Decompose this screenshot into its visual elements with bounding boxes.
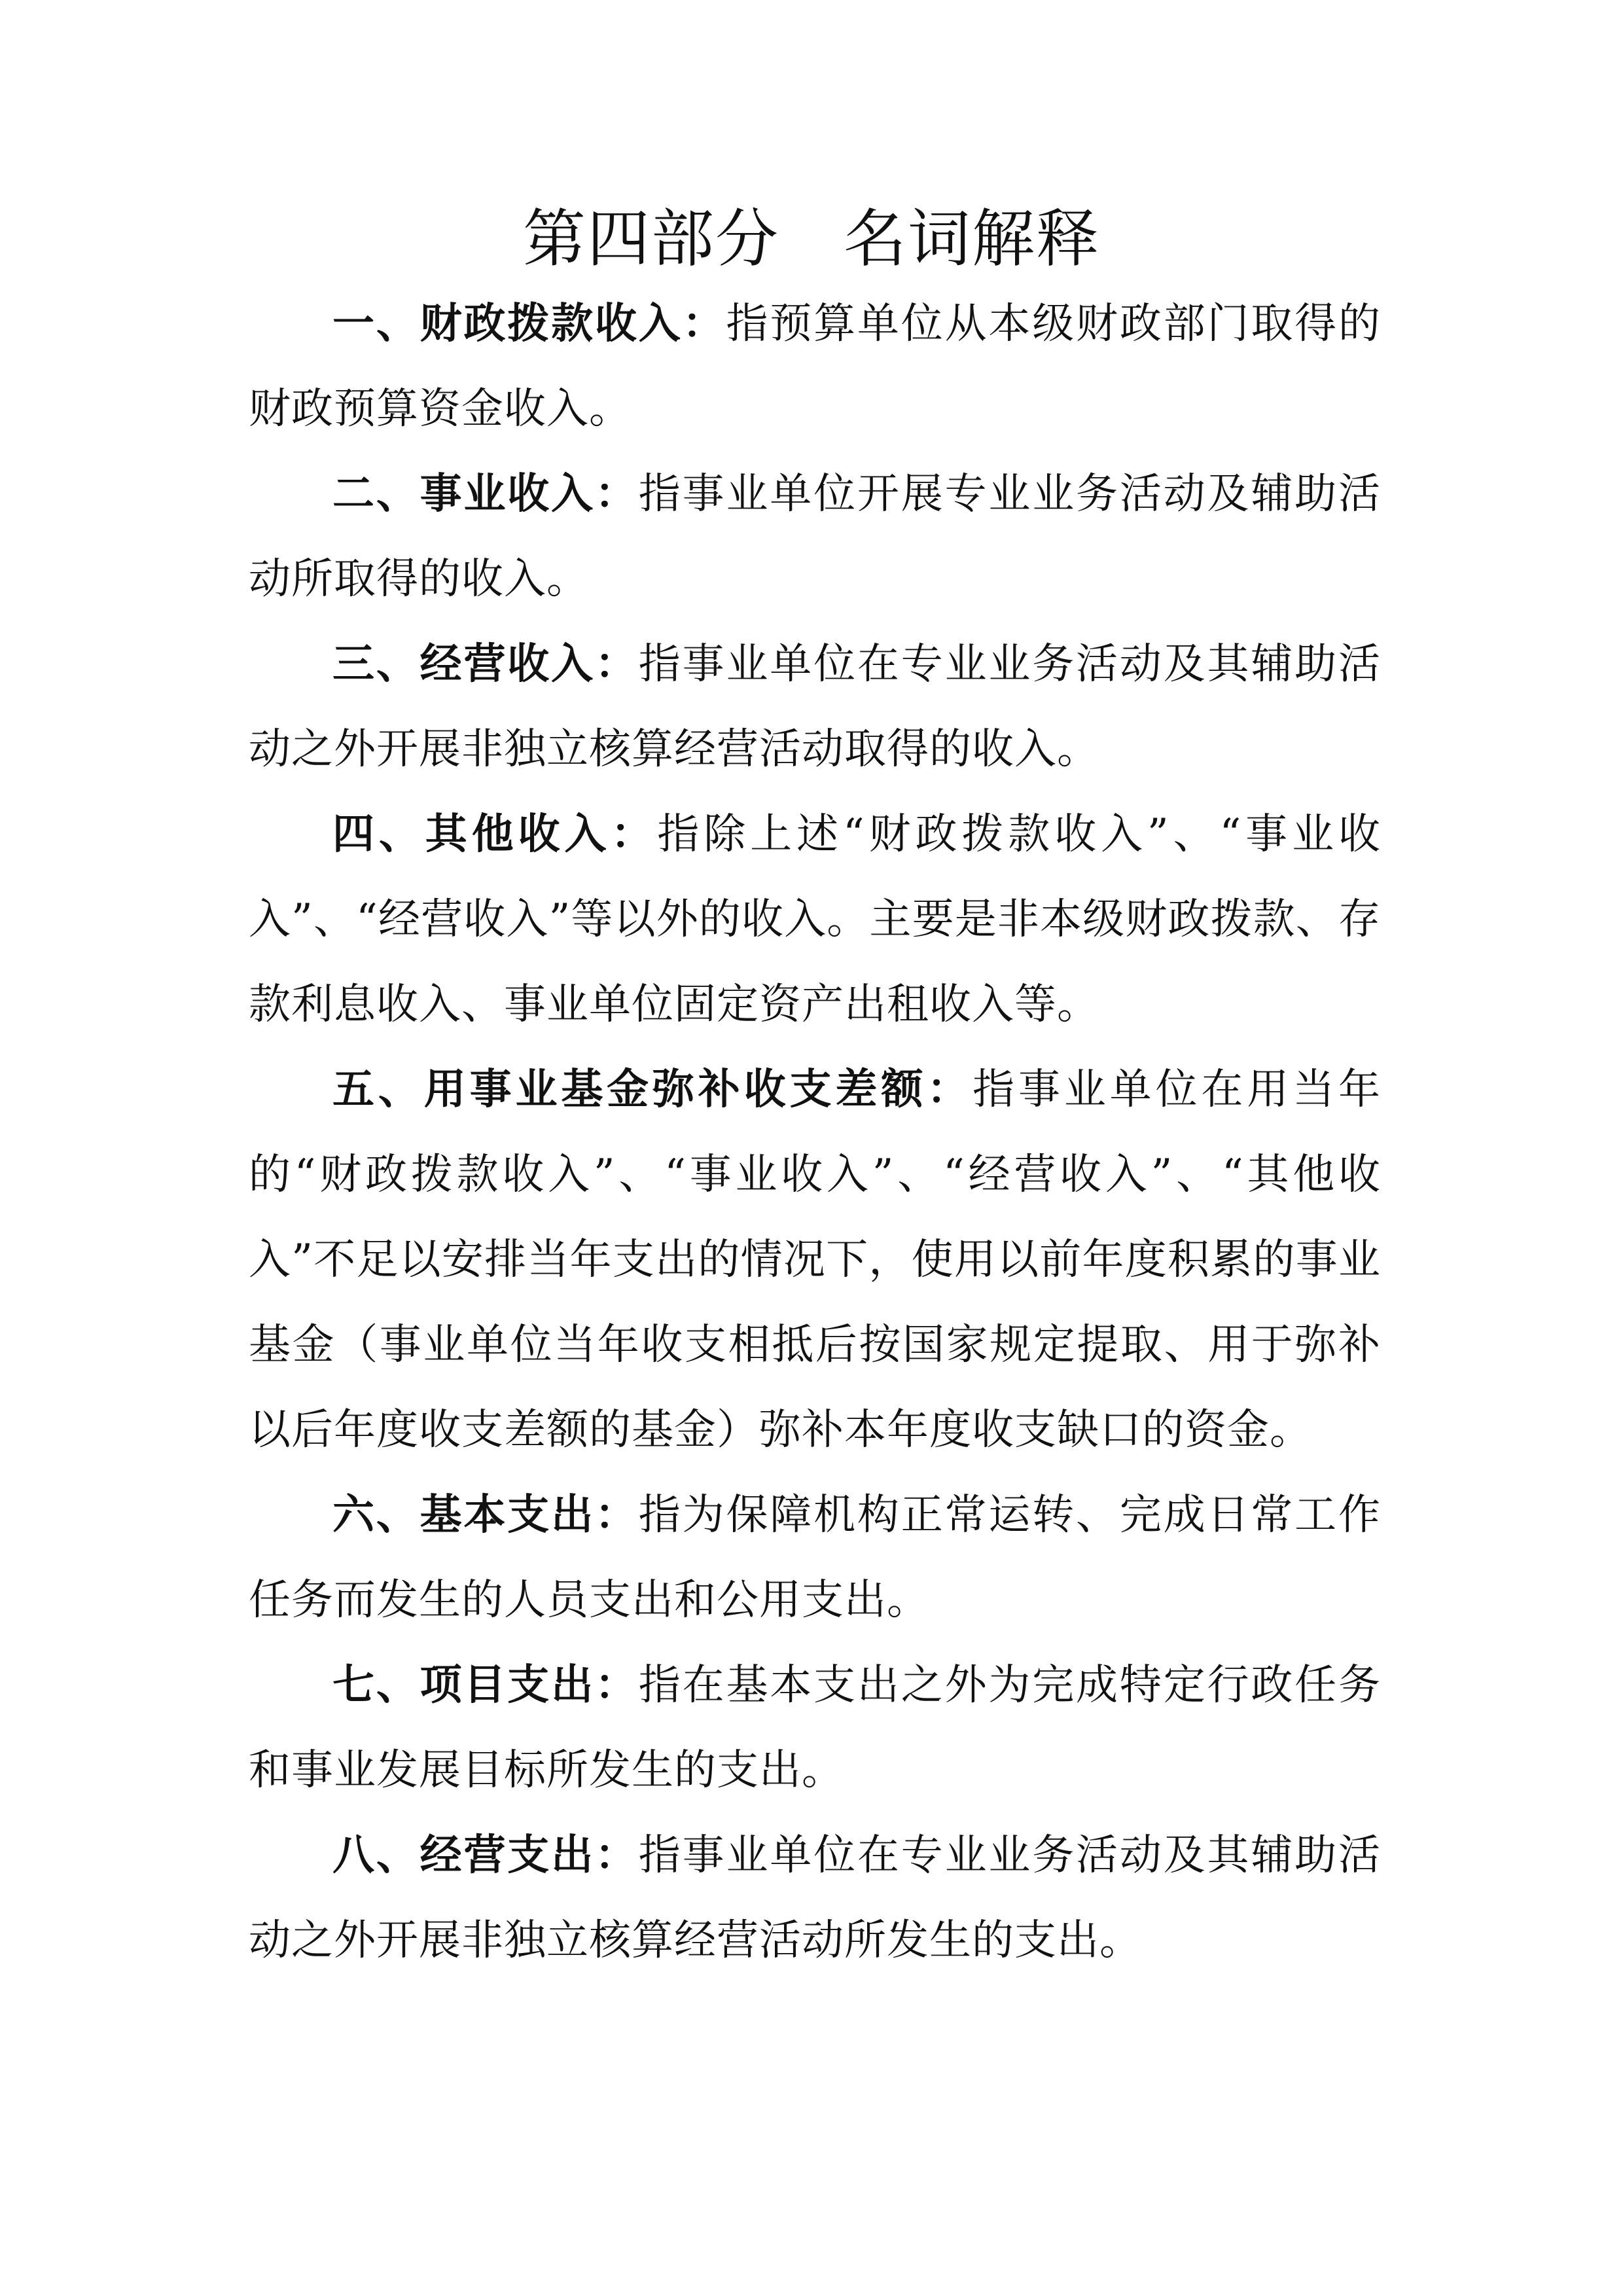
definition-text: 指事业单位在专业业务活动及其辅助活动之外开展非独立核算经营活动所发生的支出。: [249, 1831, 1382, 1965]
definition-text: 指除上述“财政拨款收入”、“事业收入”、“经营收入”等以外的收入。主要是非本级财政拨款、存款利息收入、事业单位固定资产出租收入等。: [249, 810, 1381, 1029]
definition-text: 指为保障机构正常运转、完成日常工作任务而发生的人员支出和公用支出。: [249, 1491, 1382, 1624]
definition-term: 四、其他收入：: [332, 810, 658, 859]
definition-text: 指预算单位从本级财政部门取得的财政预算资金收入。: [249, 300, 1382, 433]
definition-term: 一、财政拨款收入：: [332, 300, 726, 348]
definition-text: 指事业单位开展专业业务活动及辅助活动所取得的收入。: [249, 470, 1382, 603]
page-title: 第四部分 名词解释: [523, 202, 1100, 276]
definition-item: [249, 1473, 1381, 1643]
definition-text: 指事业单位在专业业务活动及其辅助活动之外开展非独立核算经营活动取得的收入。: [249, 640, 1382, 774]
definition-item: [249, 452, 1381, 622]
definition-term: 二、事业收入：: [332, 470, 639, 518]
definition-item: [249, 281, 1381, 452]
definition-item: [249, 622, 1381, 792]
definition-term: 七、项目支出：: [332, 1661, 639, 1710]
definition-item: [249, 1047, 1381, 1473]
definition-term: 八、经营支出：: [332, 1831, 639, 1880]
definition-item: [249, 1813, 1381, 1983]
definition-term: 六、基本支出：: [332, 1491, 639, 1539]
definition-item: [249, 792, 1381, 1047]
definition-text: 指事业单位在用当年的“财政拨款收入”、“事业收入”、“经营收入”、“其他收入”不足以安排当年支出的情况下，使用以前年度积累的事业基金（事业单位当年收支相抵后按国家规定提取、用于弥补以后年度收支差额的基金）弥补本年度收支缺口的资金。: [249, 1066, 1382, 1454]
definitions-list: [249, 281, 1381, 1983]
definition-item: [249, 1643, 1381, 1813]
definition-term: 三、经营收入：: [332, 640, 639, 689]
definition-term: 五、用事业基金弥补收支差额：: [332, 1066, 973, 1114]
definition-text: 指在基本支出之外为完成特定行政任务和事业发展目标所发生的支出。: [249, 1661, 1382, 1795]
